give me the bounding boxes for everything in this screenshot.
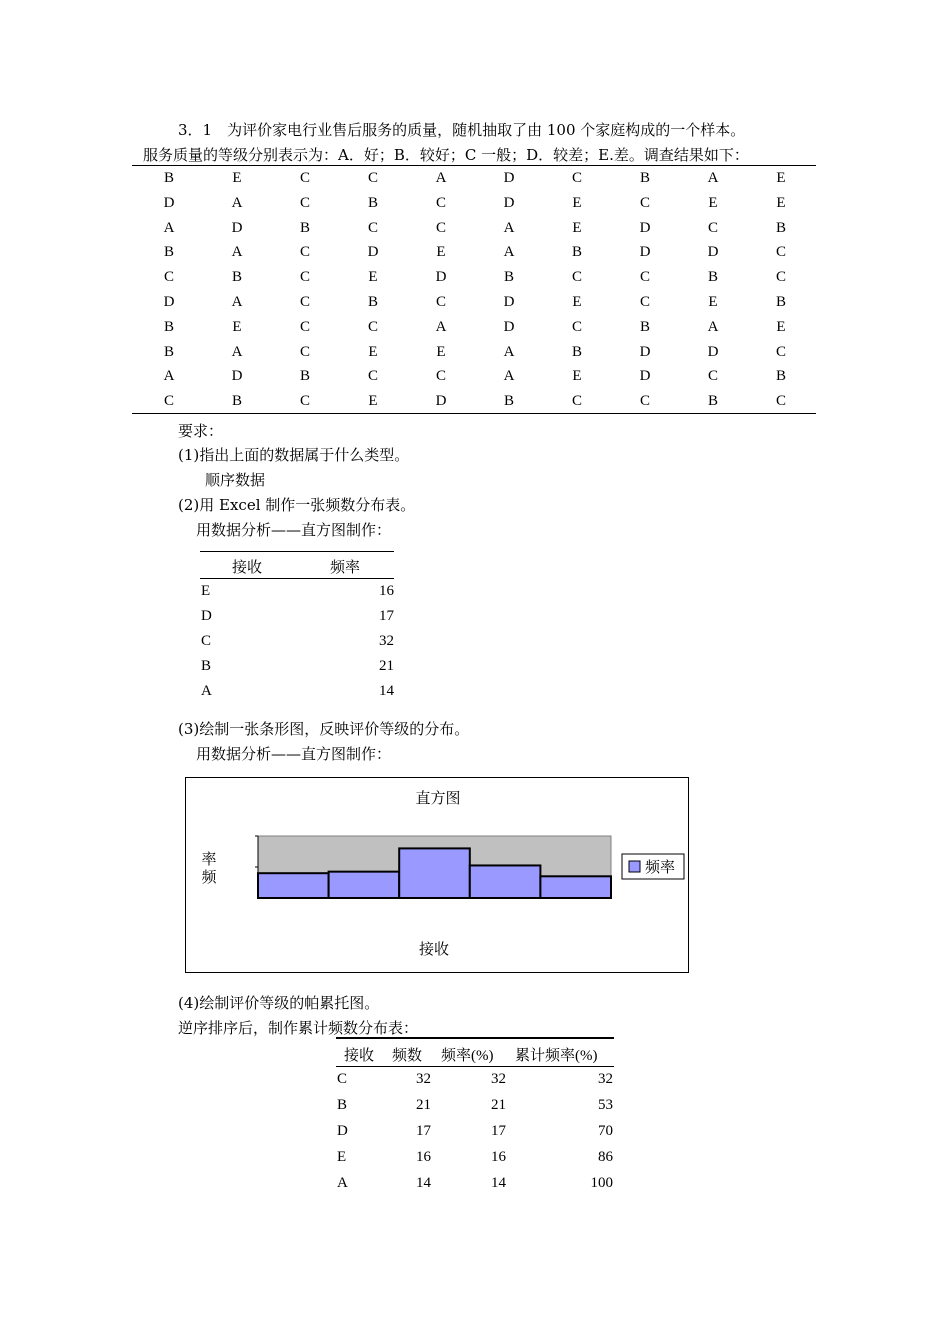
grid-cell: B xyxy=(707,393,718,410)
cum-row-percent: 21 xyxy=(491,1097,506,1113)
cum-header-percent: 频率(%) xyxy=(441,1048,494,1064)
cum-row-cumulative: 53 xyxy=(598,1097,613,1113)
grid-cell: C xyxy=(775,393,786,410)
grid-cell: C xyxy=(163,269,174,286)
grid-cell: B xyxy=(503,393,514,410)
answer-3: 用数据分析——直方图制作： xyxy=(196,745,392,763)
grid-cell: B xyxy=(163,170,174,186)
cum-row-count: 17 xyxy=(416,1123,431,1139)
grid-cell: C xyxy=(639,393,650,410)
grid-cell: C xyxy=(299,244,310,261)
grid-cell: C xyxy=(367,219,378,236)
grid-cell: C xyxy=(299,170,310,186)
freq-row-label: B xyxy=(201,658,212,674)
cum-row-count: 16 xyxy=(416,1149,431,1165)
histogram-bar xyxy=(470,865,541,898)
grid-cell: D xyxy=(231,368,243,385)
grid-cell: C xyxy=(639,269,650,286)
freq-row-label: E xyxy=(201,583,211,599)
histogram-bar xyxy=(329,872,400,898)
grid-cell: D xyxy=(639,343,651,360)
freq-row-label: A xyxy=(201,683,212,699)
grid-top-rule xyxy=(132,165,816,166)
grid-cell: C xyxy=(707,219,718,236)
grid-cell: B xyxy=(367,294,378,310)
grid-cell: E xyxy=(572,368,582,385)
grid-cell: A xyxy=(231,194,243,211)
problem-line-2: 服务质量的等级分别表示为：A．好；B．较好；C 一般；D．较差；E.差。调查结果如下： xyxy=(143,146,749,164)
freq-row-value: 32 xyxy=(379,633,394,649)
grid-cell: E xyxy=(368,393,378,410)
cum-row-count: 32 xyxy=(416,1071,431,1087)
histogram-chart xyxy=(185,777,689,973)
grid-cell: A xyxy=(503,219,515,236)
grid-cell: C xyxy=(571,318,582,335)
cum-table-header-rule xyxy=(336,1066,614,1067)
grid-cell: B xyxy=(775,294,786,310)
cum-table-top-rule xyxy=(336,1037,614,1039)
grid-cell: C xyxy=(299,294,310,310)
cum-row-cumulative: 86 xyxy=(598,1149,613,1165)
grid-cell: A xyxy=(231,244,243,261)
grid-cell: C xyxy=(435,368,446,385)
grid-cell: E xyxy=(776,194,786,211)
grid-cell: B xyxy=(231,269,242,286)
problem-line-1: 3．1 为评价家电行业售后服务的质量，随机抽取了由 100 个家庭构成的一个样本。 xyxy=(178,121,746,139)
grid-cell: C xyxy=(299,318,310,335)
grid-cell: E xyxy=(572,194,582,211)
question-3: (3)绘制一张条形图，反映评价等级的分布。 xyxy=(178,720,470,738)
grid-cell: B xyxy=(299,219,310,236)
answer-4: 逆序排序后，制作累计频数分布表： xyxy=(178,1019,419,1037)
grid-cell: D xyxy=(163,294,175,310)
grid-cell: C xyxy=(775,343,786,360)
grid-cell: C xyxy=(571,170,582,186)
grid-cell: E xyxy=(232,170,242,186)
legend-swatch xyxy=(629,861,640,872)
grid-cell: C xyxy=(435,294,446,310)
grid-cell: A xyxy=(435,318,447,335)
cum-row-label: A xyxy=(337,1175,348,1191)
grid-cell: A xyxy=(231,294,243,310)
grid-cell: C xyxy=(639,294,650,310)
grid-cell: B xyxy=(571,244,582,261)
cum-header-cumulative: 累计频率(%) xyxy=(515,1048,598,1064)
grid-cell: B xyxy=(571,343,582,360)
grid-cell: C xyxy=(163,393,174,410)
grid-cell: C xyxy=(775,244,786,261)
cum-row-label: B xyxy=(337,1097,348,1113)
grid-cell: D xyxy=(163,194,175,211)
grid-cell: D xyxy=(231,219,243,236)
grid-cell: C xyxy=(775,269,786,286)
grid-cell: D xyxy=(435,393,447,410)
freq-table-top-rule xyxy=(200,551,394,552)
cum-row-cumulative: 32 xyxy=(598,1071,613,1087)
grid-cell: A xyxy=(163,368,175,385)
grid-cell: D xyxy=(503,194,515,211)
y-axis-label: 频 xyxy=(201,868,217,886)
grid-cell: C xyxy=(367,368,378,385)
grid-cell: B xyxy=(231,393,242,410)
grid-cell: D xyxy=(503,170,515,186)
grid-cell: C xyxy=(639,194,650,211)
grid-cell: C xyxy=(299,393,310,410)
grid-cell: B xyxy=(163,343,174,360)
grid-cell: E xyxy=(232,318,242,335)
histogram-bar xyxy=(399,848,470,898)
freq-row-value: 14 xyxy=(379,683,394,699)
grid-cell: B xyxy=(775,368,786,385)
grid-cell: E xyxy=(776,170,786,186)
grid-cell: D xyxy=(639,219,651,236)
freq-row-label: D xyxy=(201,608,212,624)
cum-row-cumulative: 70 xyxy=(598,1123,613,1139)
grid-cell: A xyxy=(503,368,515,385)
grid-cell: C xyxy=(571,269,582,286)
grid-cell: B xyxy=(163,318,174,335)
grid-cell: B xyxy=(775,219,786,236)
grid-cell: C xyxy=(299,194,310,211)
grid-cell: C xyxy=(571,393,582,410)
question-2: (2)用 Excel 制作一张频数分布表。 xyxy=(178,496,416,514)
cum-row-count: 14 xyxy=(416,1175,431,1191)
y-axis-label: 率 xyxy=(201,850,217,868)
cum-row-percent: 14 xyxy=(491,1175,506,1191)
grid-cell: A xyxy=(435,170,447,186)
grid-cell: C xyxy=(435,194,446,211)
grid-cell: D xyxy=(503,318,515,335)
freq-row-value: 21 xyxy=(379,658,394,674)
cum-header-count: 频数 xyxy=(392,1048,423,1064)
grid-cell: E xyxy=(708,294,718,310)
histogram-svg xyxy=(186,778,688,972)
cum-row-percent: 32 xyxy=(491,1071,506,1087)
grid-cell: A xyxy=(707,170,719,186)
grid-cell: E xyxy=(436,244,446,261)
grid-cell: A xyxy=(503,244,515,261)
grid-cell: D xyxy=(503,294,515,310)
cum-row-label: C xyxy=(337,1071,348,1087)
grid-cell: B xyxy=(639,170,650,186)
grid-cell: C xyxy=(435,219,446,236)
grid-cell: D xyxy=(367,244,379,261)
cum-row-label: D xyxy=(337,1123,348,1139)
cum-row-cumulative: 100 xyxy=(590,1175,613,1191)
chart-title: 直方图 xyxy=(415,789,461,807)
grid-cell: B xyxy=(299,368,310,385)
grid-cell: E xyxy=(368,269,378,286)
histogram-bar xyxy=(540,876,611,898)
grid-cell: E xyxy=(572,219,582,236)
grid-cell: D xyxy=(707,343,719,360)
cum-row-label: E xyxy=(337,1149,347,1165)
grid-cell: E xyxy=(436,343,446,360)
cum-row-count: 21 xyxy=(416,1097,431,1113)
cum-row-percent: 16 xyxy=(491,1149,506,1165)
grid-cell: D xyxy=(707,244,719,261)
grid-cell: C xyxy=(299,343,310,360)
grid-cell: B xyxy=(163,244,174,261)
grid-cell: C xyxy=(367,318,378,335)
grid-cell: C xyxy=(707,368,718,385)
freq-table-header-rule xyxy=(200,578,394,579)
cum-row-percent: 17 xyxy=(491,1123,506,1139)
grid-cell: B xyxy=(367,194,378,211)
grid-cell: E xyxy=(708,194,718,211)
question-4: (4)绘制评价等级的帕累托图。 xyxy=(178,994,380,1012)
grid-cell: D xyxy=(435,269,447,286)
freq-row-value: 17 xyxy=(379,608,394,624)
grid-cell: C xyxy=(299,269,310,286)
grid-cell: A xyxy=(707,318,719,335)
grid-cell: B xyxy=(707,269,718,286)
grid-cell: E xyxy=(776,318,786,335)
grid-cell: A xyxy=(163,219,175,236)
question-1: (1)指出上面的数据属于什么类型。 xyxy=(178,446,410,464)
legend-label: 频率 xyxy=(645,858,676,876)
grid-cell: D xyxy=(639,244,651,261)
grid-cell: A xyxy=(231,343,243,360)
freq-row-label: C xyxy=(201,633,212,649)
histogram-bar xyxy=(258,873,329,898)
grid-cell: C xyxy=(367,170,378,186)
cum-header-label: 接收 xyxy=(344,1048,375,1064)
grid-cell: D xyxy=(639,368,651,385)
grid-cell: E xyxy=(368,343,378,360)
grid-cell: E xyxy=(572,294,582,310)
grid-cell: B xyxy=(503,269,514,286)
grid-cell: B xyxy=(639,318,650,335)
freq-header-value: 频率 xyxy=(330,560,361,576)
freq-row-value: 16 xyxy=(379,583,394,599)
answer-2: 用数据分析——直方图制作： xyxy=(196,521,392,539)
x-axis-label: 接收 xyxy=(418,940,450,958)
requirements-heading: 要求： xyxy=(178,422,224,440)
grid-bottom-rule xyxy=(132,413,816,414)
grid-cell: A xyxy=(503,343,515,360)
answer-1: 顺序数据 xyxy=(205,471,266,489)
freq-header-label: 接收 xyxy=(232,560,263,576)
